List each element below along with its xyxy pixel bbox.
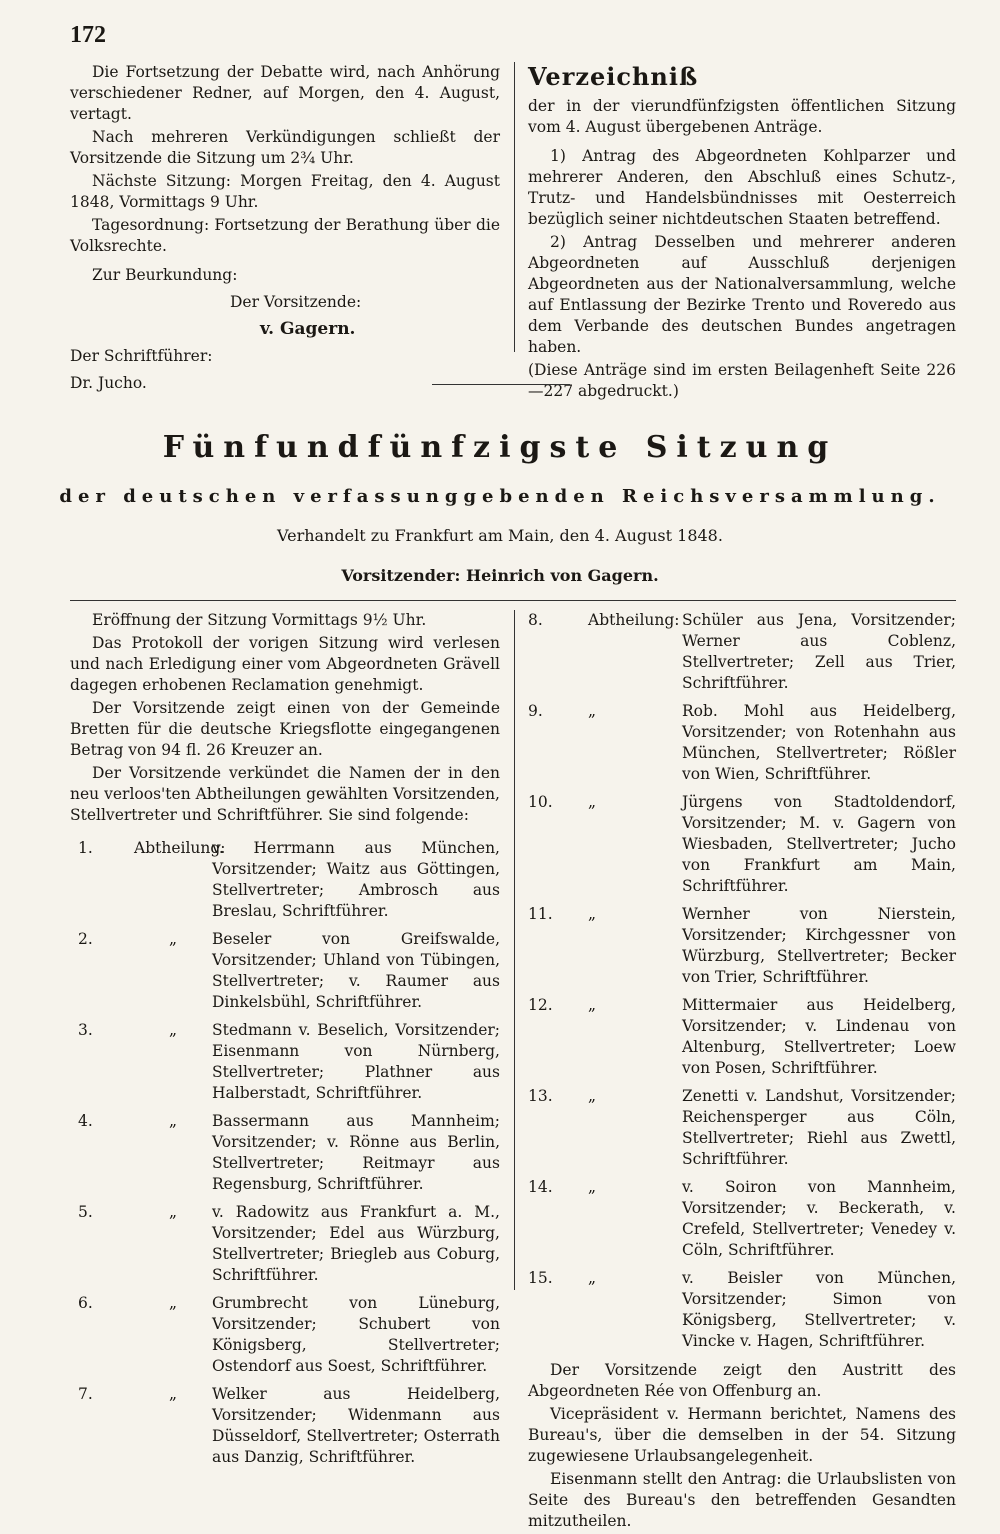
division-number: 7.: [78, 1385, 93, 1403]
header-rule: [70, 600, 956, 601]
division-entry: [528, 995, 956, 1079]
body-right-column: [528, 610, 956, 1534]
division-entry: [528, 610, 956, 694]
minutes-paragraph: Das Protokoll der vorigen Sitzung wird verlesen und nach Erledigung einer vom Abgeordneten Grävell dagegen erhobenen Reclamation genehmigt.: [70, 634, 500, 694]
division-members: v. Soiron von Mannheim, Vorsitzender; v. Beckerath, v. Crefeld, Stellvertreter; Venedey v. Cöln, Schriftführer.: [682, 1178, 956, 1259]
top-right-column: [528, 62, 956, 404]
closing-paragraph: Nach mehreren Verkündigungen schließt der Vorsitzende die Sitzung um 2¾ Uhr.: [70, 128, 500, 167]
division-members: Mittermaier aus Heidelberg, Vorsitzender; v. Lindenau von Altenburg, Stellvertreter; Loew von Posen, Schriftführer.: [682, 996, 956, 1077]
closing-paragraph: Die Fortsetzung der Debatte wird, nach Anhörung verschiedener Redner, auf Morgen, den 4. August, vertagt.: [70, 63, 500, 123]
division-number: 12.: [528, 996, 553, 1014]
division-number: 11.: [528, 905, 553, 923]
division-number: 10.: [528, 793, 553, 811]
place-date: Verhandelt zu Frankfurt am Main, den 4. August 1848.: [277, 526, 723, 545]
division-number: 15.: [528, 1269, 553, 1287]
division-members: Beseler von Greifswalde, Vorsitzender; Uhland von Tübingen, Stellvertreter; v. Raumer aus Dinkelsbühl, Schriftführer.: [212, 930, 500, 1011]
division-label: „: [588, 702, 597, 720]
minutes-paragraph: Der Vorsitzende verkündet die Namen der in den neu verloos'ten Abtheilungen gewählten Vorsitzenden, Stellvertreter und Schriftführer. Sie sind folgende:: [70, 764, 500, 824]
closing-paragraph: Nächste Sitzung: Morgen Freitag, den 4. August 1848, Vormittags 9 Uhr.: [70, 172, 500, 211]
chair-label: Der Vorsitzende:: [230, 293, 362, 311]
division-number: 14.: [528, 1178, 553, 1196]
division-label: „: [168, 1021, 178, 1039]
division-members: v. Herrmann aus München, Vorsitzender; Waitz aus Göttingen, Stellvertreter; Ambrosch aus Breslau, Schriftführer.: [212, 839, 500, 920]
closing-paragraph: Tagesordnung: Fortsetzung der Berathung über die Volksrechte.: [70, 216, 500, 255]
division-entry: [528, 1086, 956, 1170]
division-number: 8.: [528, 611, 543, 629]
division-number: 5.: [78, 1203, 93, 1221]
division-entry: [528, 701, 956, 785]
section-divider: [432, 384, 570, 385]
register-subtitle: der in der vierundfünfzigsten öffentlichen Sitzung vom 4. August übergebenen Anträge.: [528, 97, 956, 136]
division-label: „: [588, 793, 597, 811]
division-entry: [528, 1268, 956, 1352]
division-entry: [528, 1177, 956, 1261]
column-divider: [514, 62, 515, 352]
minutes-paragraph: Der Vorsitzende zeigt einen von der Gemeinde Bretten für die deutsche Kriegsflotte eingegangenen Betrag von 94 fl. 26 Kreuzer an.: [70, 699, 500, 759]
division-entry: [528, 792, 956, 897]
division-members: Welker aus Heidelberg, Vorsitzender; Widenmann aus Düsseldorf, Stellvertreter; Osterrath aus Danzig, Schriftführer.: [212, 1385, 500, 1466]
division-members: v. Radowitz aus Frankfurt a. M., Vorsitzender; Edel aus Würzburg, Stellvertreter; Briegleb aus Coburg, Schriftführer.: [212, 1203, 500, 1284]
division-label: Abtheilung:: [588, 611, 680, 629]
secretary-label: Der Schriftführer:: [70, 347, 213, 365]
division-entry: [70, 838, 500, 922]
division-entry: [70, 1293, 500, 1377]
column-divider: [514, 610, 515, 1290]
division-members: Schüler aus Jena, Vorsitzender; Werner aus Coblenz, Stellvertreter; Zell aus Trier, Schriftführer.: [682, 611, 956, 692]
division-members: Zenetti v. Landshut, Vorsitzender; Reichensperger aus Cöln, Stellvertreter; Riehl aus Zwettl, Schriftführer.: [682, 1087, 956, 1168]
division-label: „: [588, 1178, 597, 1196]
minutes-paragraph: Eröffnung der Sitzung Vormittags 9½ Uhr.: [92, 611, 427, 629]
division-label: „: [168, 1112, 178, 1130]
division-members: Jürgens von Stadtoldendorf, Vorsitzender; M. v. Gagern von Wiesbaden, Stellvertreter; Jucho von Frankfurt am Main, Schriftführer.: [682, 793, 956, 895]
motion-note: (Diese Anträge sind im ersten Beilagenheft Seite 226—227 abgedruckt.): [528, 361, 956, 400]
top-left-column: [70, 62, 500, 396]
division-number: 6.: [78, 1294, 93, 1312]
motion-item: 2) Antrag Desselben und mehrerer anderen Abgeordneten auf Ausschluß derjenigen Abgeordneten aus der Nationalversammlung, welche auf Entlassung der Bezirke Trento und Roveredo aus dem Verbande des deutschen Bundes angetragen haben.: [528, 233, 956, 356]
division-entry: [70, 1111, 500, 1195]
division-entry: [70, 1020, 500, 1104]
division-number: 2.: [78, 930, 93, 948]
attest-label: Zur Beurkundung:: [92, 266, 238, 284]
division-members: Grumbrecht von Lüneburg, Vorsitzender; Schubert von Königsberg, Stellvertreter; Ostendorf aus Soest, Schriftführer.: [212, 1294, 500, 1375]
minutes-paragraph: Der Vorsitzende zeigt den Austritt des Abgeordneten Rée von Offenburg an.: [528, 1361, 956, 1400]
division-entry: [70, 929, 500, 1013]
division-members: Bassermann aus Mannheim; Vorsitzender; v. Rönne aus Berlin, Stellvertreter; Reitmayr aus Regensburg, Schriftführer.: [212, 1112, 500, 1193]
division-label: Abtheilung:: [134, 839, 226, 857]
division-label: „: [168, 1203, 178, 1221]
division-members: Rob. Mohl aus Heidelberg, Vorsitzender; von Rotenhahn aus München, Stellvertreter; Rößler von Wien, Schriftführer.: [682, 702, 956, 783]
division-entry: [70, 1384, 500, 1468]
page-number: 172: [70, 22, 106, 48]
division-members: Wernher von Nierstein, Vorsitzender; Kirchgessner von Würzburg, Stellvertreter; Becker von Trier, Schriftführer.: [682, 905, 956, 986]
chair-signature: v. Gagern.: [260, 319, 356, 339]
body-left-column: [70, 610, 500, 1468]
minutes-paragraph: Vicepräsident v. Hermann berichtet, Namens des Bureau's, über die demselben in der 54. Sitzung zugewiesene Urlaubsangelegenheit.: [528, 1405, 956, 1465]
secretary-signature: Dr. Jucho.: [70, 374, 147, 392]
session-subtitle: der deutschen verfassunggebenden Reichsversammlung.: [59, 486, 941, 507]
division-number: 1.: [78, 839, 93, 857]
register-title: Verzeichniß: [528, 62, 699, 91]
division-label: „: [588, 1269, 597, 1287]
division-label: „: [588, 905, 597, 923]
session-chair: Vorsitzender: Heinrich von Gagern.: [341, 566, 659, 585]
division-number: 4.: [78, 1112, 93, 1130]
division-members: Stedmann v. Beselich, Vorsitzender; Eisenmann von Nürnberg, Stellvertreter; Plathner aus Halberstadt, Schriftführer.: [212, 1021, 500, 1102]
division-label: „: [588, 996, 597, 1014]
division-entry: [70, 1202, 500, 1286]
division-label: „: [168, 930, 178, 948]
division-number: 3.: [78, 1021, 93, 1039]
division-entry: [528, 904, 956, 988]
division-number: 13.: [528, 1087, 553, 1105]
session-title: Fünfundfünfzigste Sitzung: [162, 430, 838, 465]
minutes-paragraph: Eisenmann stellt den Antrag: die Urlaubslisten von Seite des Bureau's den betreffenden Gesandten mitzutheilen.: [528, 1470, 956, 1530]
division-members: v. Beisler von München, Vorsitzender; Simon von Königsberg, Stellvertreter; v. Vincke v. Hagen, Schriftführer.: [682, 1269, 956, 1350]
division-label: „: [168, 1385, 178, 1403]
division-label: „: [168, 1294, 178, 1312]
motion-item: 1) Antrag des Abgeordneten Kohlparzer und mehrerer Anderen, den Abschluß eines Schutz-, Trutz- und Handelsbündnisses mit Oesterreich bezüglich seiner nichtdeutschen Staaten betreffend.: [528, 147, 956, 228]
division-label: „: [588, 1087, 597, 1105]
division-number: 9.: [528, 702, 543, 720]
